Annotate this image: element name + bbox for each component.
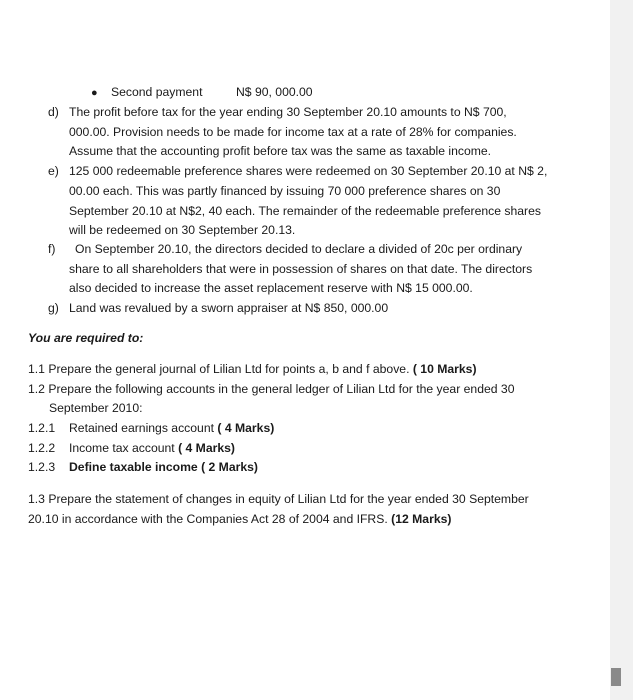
question-1-2-2-text: Income tax account [69, 441, 179, 455]
item-e-line: September 20.10 at N$2, 40 each. The remainder of the redeemable preference shares [69, 204, 541, 218]
question-1-2-line1: 1.2 Prepare the following accounts in the general ledger of Lilian Ltd for the year ended 30 [28, 382, 515, 396]
question-1-3-marks: (12 Marks) [391, 512, 452, 526]
question-1-2-1-text: Retained earnings account [69, 421, 218, 435]
item-d-line: 000.00. Provision needs to be made for income tax at a rate of 28% for companies. [69, 125, 517, 139]
question-1-2-2-marks: ( 4 Marks) [178, 441, 235, 455]
item-e-line: 00.00 each. This was partly financed by issuing 70 000 preference shares on 30 [69, 184, 501, 198]
item-d-marker: d) [48, 105, 59, 119]
item-d-line: The profit before tax for the year ending 30 September 20.10 amounts to N$ 700, [69, 105, 507, 119]
question-1-2-3-number: 1.2.3 [28, 460, 56, 474]
item-e-marker: e) [48, 164, 59, 178]
question-1-1-text: 1.1 Prepare the general journal of Lilian Ltd for points a, b and f above. [28, 362, 413, 376]
question-1-1-marks: ( 10 Marks) [412, 362, 477, 376]
item-e-line: will be redeemed on 30 September 20.13. [69, 223, 296, 237]
required-heading: You are required to: [28, 331, 144, 345]
item-g-marker: g) [48, 301, 59, 315]
bullet-label: Second payment [111, 85, 203, 99]
question-1-3-line1: 1.3 Prepare the statement of changes in equity of Lilian Ltd for the year ended 30 September [28, 492, 529, 506]
question-1-2-2-number: 1.2.2 [28, 441, 56, 455]
question-1-2-1 [69, 420, 274, 436]
question-1-2-line2: September 2010: [49, 401, 143, 415]
bullet-icon: ● [91, 87, 98, 99]
item-d-line: Assume that the accounting profit before tax was the same as taxable income. [69, 144, 492, 158]
question-1-1 [28, 361, 477, 377]
question-1-3-text: 20.10 in accordance with the Companies Act 28 of 2004 and IFRS. [28, 512, 392, 526]
item-f-line: also decided to increase the asset replacement reserve with N$ 15 000.00. [69, 281, 473, 295]
scrollbar-track[interactable] [610, 0, 633, 700]
question-1-2-2 [69, 440, 235, 456]
item-f-line: On September 20.10, the directors decided to declare a divided of 20c per ordinary [75, 242, 523, 256]
scrollbar-thumb[interactable] [611, 668, 621, 686]
question-1-2-1-marks: ( 4 Marks) [217, 421, 275, 435]
question-1-2-1-number: 1.2.1 [28, 421, 56, 435]
question-1-2-3-text: Define taxable income ( 2 Marks) [69, 460, 258, 474]
item-f-line: share to all shareholders that were in possession of shares on that date. The directors [69, 262, 533, 276]
bullet-amount: N$ 90, 000.00 [236, 85, 313, 99]
item-f-marker: f) [48, 242, 56, 256]
item-g-line: Land was revalued by a sworn appraiser at N$ 850, 000.00 [69, 301, 389, 315]
question-1-3-line2 [28, 511, 451, 527]
item-e-line: 125 000 redeemable preference shares were redeemed on 30 September 20.10 at N$ 2, [69, 164, 548, 178]
